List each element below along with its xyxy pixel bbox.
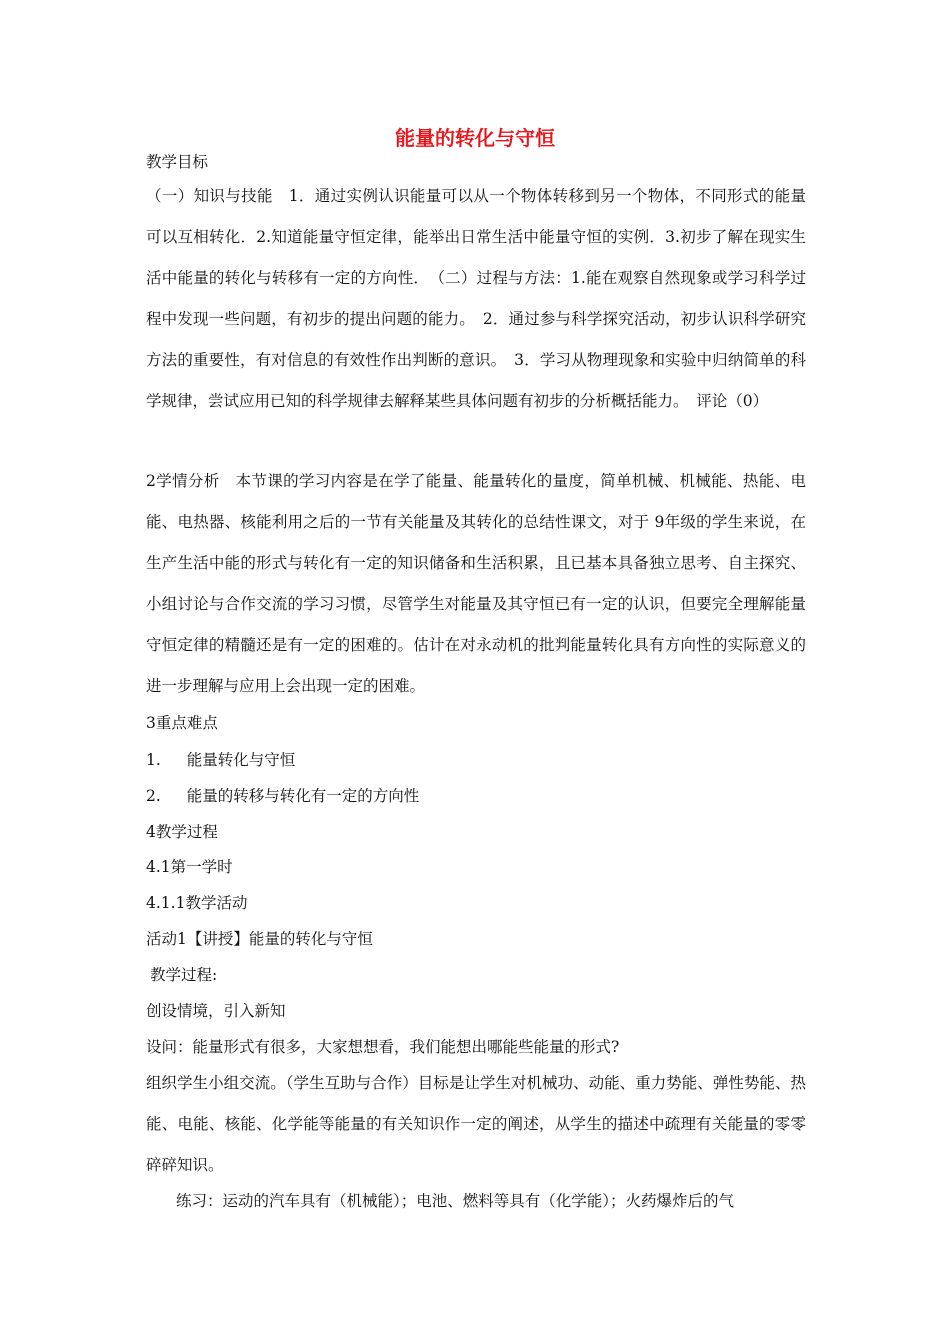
- objectives-paragraph: （一）知识与技能 1．通过实例认识能量可以从一个物体转移到另一个物体，不同形式的能量可以互相转化．2.知道能量守恒定律，能举出日常生活中能量守恒的实例．3.初步了解在现实生活中能量的转化与转移有一定的方向性． （二）过程与方法：1.能在观察自然现象或学习科学过程中发现一些问题，有初步的提出问题的能力。 2．通过参与科学探究活动，初步认识科学研究方法的重要性，有对信息的有效性作出判断的意识。 3．学习从物理现象和实验中归纳简单的科学规律，尝试应用已知的科学规律去解释某些具体问题有初步的分析概括能力。 评论（0）: [146, 187, 806, 410]
- teaching-process-label: 教学过程:: [150, 966, 218, 984]
- key-point-item: [146, 786, 419, 806]
- key-point-item: [146, 750, 295, 770]
- document-title: 能量的转化与守恒: [395, 126, 555, 150]
- objectives-heading: 教学目标: [146, 153, 209, 171]
- period-heading: 4.1第一学时: [146, 858, 233, 876]
- key-point-text: 能量转化与守恒: [186, 751, 296, 769]
- process-heading: 4教学过程: [146, 823, 218, 841]
- key-point-number: 1.: [146, 751, 161, 769]
- key-points-heading: 3重点难点: [146, 714, 218, 732]
- analysis-paragraph: 2学情分析 本节课的学习内容是在学了能量、能量转化的量度，简单机械、机械能、热能、电能、电热器、核能利用之后的一节有关能量及其转化的总结性课文，对于 9年级的学生来说，在生产生活中能的形式与转化有一定的知识储备和生活积累，且已基本具备独立思考、自主探究、小组讨论与合作交流的学习习惯，尽管学生对能量及其守恒已有一定的认识，但要完全理解能量守恒定律的精髓还是有一定的困难的。估计在对永动机的批判能量转化具有方向性的实际意义的进一步理解与应用上会出现一定的困难。: [146, 472, 806, 695]
- activity-section-heading: 4.1.1教学活动: [146, 894, 248, 912]
- exercise-line: 练习：运动的汽车具有（机械能）；电池、燃料等具有（化学能）；火药爆炸后的气: [176, 1192, 735, 1210]
- question-line: 设问：能量形式有很多，大家想想看，我们能想出哪能些能量的形式?: [146, 1038, 620, 1056]
- activity-title: 活动1【讲授】能量的转化与守恒: [146, 930, 373, 948]
- create-context-line: 创设情境，引入新知: [146, 1002, 286, 1020]
- key-point-text: 能量的转移与转化有一定的方向性: [186, 787, 420, 805]
- key-point-number: 2.: [146, 787, 161, 805]
- group-paragraph: 组织学生小组交流。（学生互助与合作）目标是让学生对机械功、动能、重力势能、弹性势能、热能、电能、核能、化学能等能量的有关知识作一定的阐述，从学生的描述中疏理有关能量的零零碎碎知识。: [146, 1074, 806, 1174]
